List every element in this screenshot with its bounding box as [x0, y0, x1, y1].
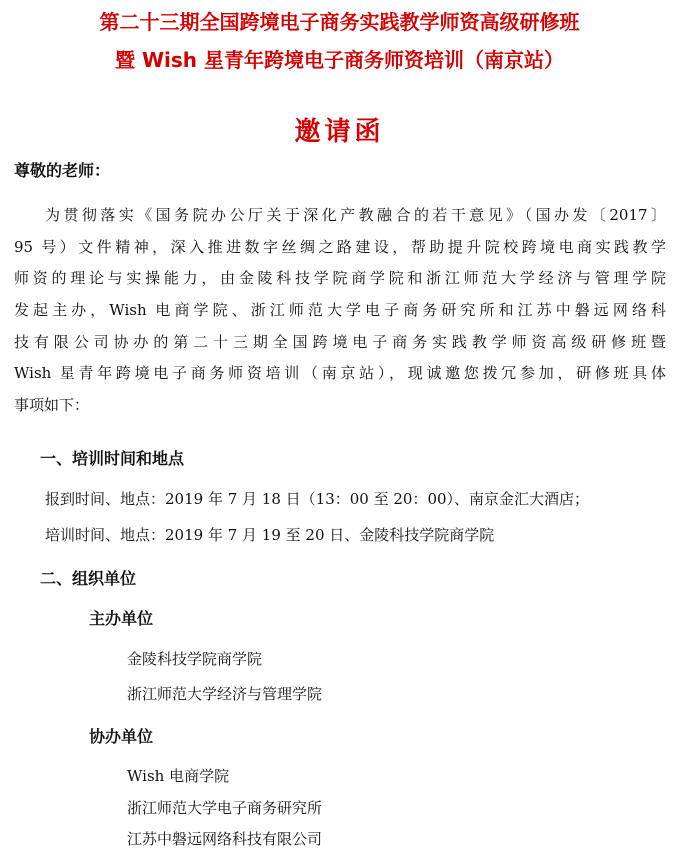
section-heading-time-place: 一、培训时间和地点: [40, 449, 185, 468]
co-host-units-heading: 协办单位: [89, 727, 154, 746]
co-host-unit: 浙江师范大学电子商务研究所: [127, 799, 323, 817]
host-units-heading: 主办单位: [89, 609, 154, 628]
intro-line: 事项如下：: [14, 396, 90, 415]
registration-info: 报到时间、地点：2019 年 7 月 18 日（13：00 至 20：00）、南京金汇大酒店；: [45, 490, 590, 508]
section-heading-organizers: 二、组织单位: [40, 569, 137, 588]
host-unit: 金陵科技学院商学院: [127, 650, 263, 668]
co-host-unit: Wish 电商学院: [127, 767, 230, 785]
intro-paragraph: [14, 200, 666, 422]
intro-line: 为贯彻落实《国务院办公厅关于深化产教融合的若干意见》（国办发〔2017〕: [45, 206, 666, 224]
invitation-heading: 邀请函: [294, 117, 385, 147]
document-title-line-2: 暨 Wish 星青年跨境电子商务师资培训（南京站）: [115, 48, 564, 72]
intro-line: Wish 星青年跨境电子商务师资培训（南京站），现诚邀您拨冗参加，研修班具体: [14, 364, 666, 383]
salutation: 尊敬的老师：: [14, 161, 111, 180]
host-unit: 浙江师范大学经济与管理学院: [127, 685, 323, 703]
co-host-unit: 江苏中磐远网络科技有限公司: [127, 830, 323, 848]
intro-line: 发起主办，Wish 电商学院、浙江师范大学电子商务研究所和江苏中磐远网络科: [14, 301, 666, 320]
intro-line: 技有限公司协办的第二十三期全国跨境电子商务实践教学师资高级研修班暨: [14, 332, 666, 351]
intro-line: 师资的理论与实操能力，由金陵科技学院商学院和浙江师范大学经济与管理学院: [14, 269, 666, 288]
training-info: 培训时间、地点：2019 年 7 月 19 至 20 日、金陵科技学院商学院: [45, 526, 495, 544]
intro-line: 95 号）文件精神，深入推进数字丝绸之路建设，帮助提升院校跨境电商实践教学: [14, 237, 666, 256]
document-title-line-1: 第二十三期全国跨境电子商务实践教学师资高级研修班: [99, 10, 580, 34]
